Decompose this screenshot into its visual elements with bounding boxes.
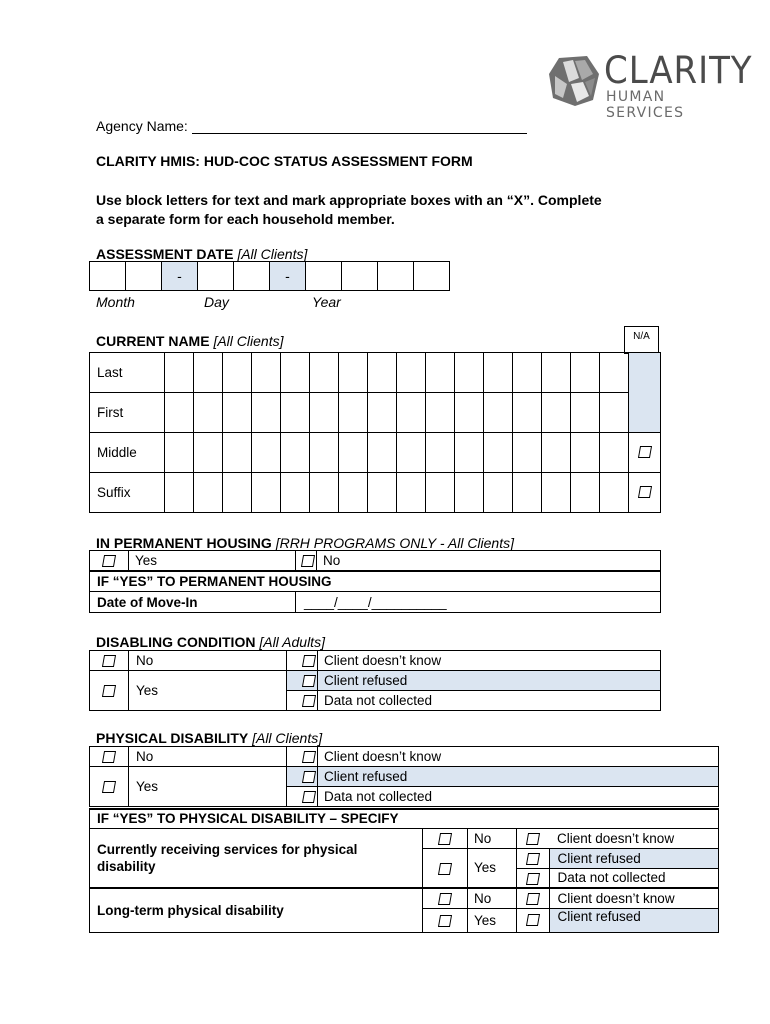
assessment-date-heading bbox=[96, 246, 307, 262]
name-letter-box[interactable] bbox=[600, 393, 629, 433]
year-digit-box[interactable] bbox=[306, 262, 342, 291]
name-letter-box[interactable] bbox=[571, 393, 600, 433]
name-letter-box[interactable] bbox=[513, 353, 542, 393]
na-cell bbox=[629, 433, 661, 473]
name-letter-box[interactable] bbox=[165, 353, 194, 393]
name-letter-box[interactable] bbox=[165, 393, 194, 433]
na-cell bbox=[629, 393, 661, 433]
services-yes-checkbox[interactable] bbox=[438, 863, 452, 875]
na-checkbox[interactable] bbox=[637, 446, 651, 458]
disabling-condition-title: DISABLING CONDITION bbox=[96, 634, 256, 650]
instructions-line-1: Use block letters for text and mark appropriate boxes with an “X”. Complete bbox=[96, 192, 602, 208]
na-cell bbox=[629, 353, 661, 393]
dc-yes-checkbox[interactable] bbox=[102, 685, 116, 697]
name-letter-box[interactable] bbox=[484, 353, 513, 393]
current-name-heading bbox=[96, 333, 283, 349]
name-letter-box[interactable] bbox=[165, 473, 194, 513]
date-separator: - bbox=[162, 262, 198, 291]
form-title: CLARITY HMIS: HUD-COC STATUS ASSESSMENT FORM bbox=[96, 153, 473, 169]
name-letter-box[interactable] bbox=[339, 393, 368, 433]
dc-dk-checkbox[interactable] bbox=[302, 655, 316, 667]
name-letter-box[interactable] bbox=[194, 393, 223, 433]
name-letter-box[interactable] bbox=[455, 473, 484, 513]
pd-if-yes: IF “YES” TO PHYSICAL DISABILITY – SPECIFY bbox=[90, 809, 719, 828]
name-letter-box[interactable] bbox=[223, 393, 252, 433]
year-digit-box[interactable] bbox=[342, 262, 378, 291]
name-letter-box[interactable] bbox=[281, 353, 310, 393]
services-no-label: No bbox=[468, 828, 517, 848]
permanent-housing-title: IN PERMANENT HOUSING bbox=[96, 535, 272, 551]
month-digit-box[interactable] bbox=[90, 262, 126, 291]
services-nc-label: Data not collected bbox=[549, 868, 719, 888]
name-letter-box[interactable] bbox=[571, 433, 600, 473]
name-letter-box[interactable] bbox=[513, 393, 542, 433]
name-letter-box[interactable] bbox=[397, 433, 426, 473]
name-letter-box[interactable] bbox=[513, 473, 542, 513]
name-letter-box[interactable] bbox=[310, 353, 339, 393]
name-letter-box[interactable] bbox=[368, 473, 397, 513]
logo-subtitle: HUMAN SERVICES bbox=[606, 89, 685, 121]
name-row-label: First bbox=[90, 393, 165, 433]
pd-nc-checkbox[interactable] bbox=[302, 791, 316, 803]
pd-yes-label: Yes bbox=[129, 767, 287, 807]
name-letter-box[interactable] bbox=[484, 393, 513, 433]
name-letter-box[interactable] bbox=[368, 353, 397, 393]
name-letter-box[interactable] bbox=[397, 473, 426, 513]
name-letter-box[interactable] bbox=[339, 433, 368, 473]
name-letter-box[interactable] bbox=[310, 473, 339, 513]
name-letter-box[interactable] bbox=[571, 353, 600, 393]
name-letter-box[interactable] bbox=[339, 473, 368, 513]
name-letter-box[interactable] bbox=[397, 393, 426, 433]
current-name-grid bbox=[89, 352, 661, 513]
longterm-refused-label: Client refused bbox=[549, 908, 719, 932]
name-row-label: Suffix bbox=[90, 473, 165, 513]
instructions-line-2: a separate form for each household member. bbox=[96, 211, 395, 227]
day-label: Day bbox=[204, 294, 229, 310]
name-letter-box[interactable] bbox=[252, 393, 281, 433]
dc-dk-label: Client doesn’t know bbox=[318, 651, 661, 671]
dc-no-checkbox[interactable] bbox=[102, 655, 116, 667]
longterm-no-label: No bbox=[468, 888, 517, 908]
name-letter-box[interactable] bbox=[426, 433, 455, 473]
name-row-label: Last bbox=[90, 353, 165, 393]
name-letter-box[interactable] bbox=[397, 353, 426, 393]
current-name-scope: [All Clients] bbox=[213, 333, 284, 349]
na-header: N/A bbox=[624, 326, 659, 354]
physical-disability-heading bbox=[96, 730, 322, 746]
disabling-condition-heading bbox=[96, 634, 325, 650]
name-letter-box[interactable] bbox=[426, 393, 455, 433]
date-separator: - bbox=[270, 262, 306, 291]
assessment-date-title: ASSESSMENT DATE bbox=[96, 246, 234, 262]
name-letter-box[interactable] bbox=[252, 433, 281, 473]
name-letter-box[interactable] bbox=[426, 353, 455, 393]
name-letter-box[interactable] bbox=[455, 393, 484, 433]
assessment-date-scope: [All Clients] bbox=[237, 246, 308, 262]
pd-dk-label: Client doesn’t know bbox=[318, 747, 719, 767]
name-letter-box[interactable] bbox=[223, 433, 252, 473]
day-digit-box[interactable] bbox=[198, 262, 234, 291]
name-letter-box[interactable] bbox=[600, 473, 629, 513]
crystal-icon bbox=[549, 52, 601, 108]
services-refused-checkbox[interactable] bbox=[526, 853, 540, 865]
year-label: Year bbox=[312, 294, 341, 310]
longterm-dk-label: Client doesn’t know bbox=[549, 888, 719, 908]
name-letter-box[interactable] bbox=[310, 393, 339, 433]
instructions bbox=[96, 191, 602, 229]
permanent-housing-table bbox=[89, 550, 661, 613]
housing-yes-label: Yes bbox=[129, 551, 296, 571]
pd-no-label: No bbox=[129, 747, 287, 767]
move-in-field[interactable]: ____/____/__________ bbox=[296, 592, 661, 613]
pd-refused-checkbox[interactable] bbox=[302, 771, 316, 783]
name-letter-box[interactable] bbox=[455, 433, 484, 473]
name-letter-box[interactable] bbox=[223, 473, 252, 513]
clarity-logo bbox=[549, 49, 753, 121]
dc-refused-label: Client refused bbox=[318, 671, 661, 691]
pd-nc-label: Data not collected bbox=[318, 787, 719, 807]
name-letter-box[interactable] bbox=[368, 393, 397, 433]
services-dk-label: Client doesn’t know bbox=[549, 828, 719, 848]
assessment-date-boxes bbox=[89, 261, 450, 291]
name-letter-box[interactable] bbox=[484, 433, 513, 473]
name-row-suffix bbox=[90, 473, 661, 513]
agency-name-label: Agency Name: bbox=[96, 118, 188, 134]
longterm-dk-checkbox[interactable] bbox=[526, 893, 540, 905]
name-letter-box[interactable] bbox=[571, 473, 600, 513]
name-letter-box[interactable] bbox=[368, 433, 397, 473]
name-letter-box[interactable] bbox=[542, 393, 571, 433]
move-in-label: Date of Move-In bbox=[90, 592, 296, 613]
pd-services-line-1: Currently receiving services for physical bbox=[97, 841, 358, 857]
pd-dk-checkbox[interactable] bbox=[302, 751, 316, 763]
name-letter-box[interactable] bbox=[339, 353, 368, 393]
name-letter-box[interactable] bbox=[600, 433, 629, 473]
name-letter-box[interactable] bbox=[310, 433, 339, 473]
longterm-no-checkbox[interactable] bbox=[438, 893, 452, 905]
dc-yes-label: Yes bbox=[129, 671, 287, 711]
name-letter-box[interactable] bbox=[281, 433, 310, 473]
dc-refused-checkbox[interactable] bbox=[302, 675, 316, 687]
pd-refused-label: Client refused bbox=[318, 767, 719, 787]
agency-name-row bbox=[96, 118, 527, 134]
name-letter-box[interactable] bbox=[426, 473, 455, 513]
day-digit-box[interactable] bbox=[234, 262, 270, 291]
na-checkbox[interactable] bbox=[637, 486, 651, 498]
current-name-title: CURRENT NAME bbox=[96, 333, 210, 349]
name-letter-box[interactable] bbox=[281, 473, 310, 513]
year-digit-box[interactable] bbox=[414, 262, 450, 291]
pd-specify-table bbox=[89, 808, 719, 933]
permanent-housing-heading bbox=[96, 535, 514, 551]
month-digit-box[interactable] bbox=[126, 262, 162, 291]
pd-services-label bbox=[90, 828, 423, 888]
name-letter-box[interactable] bbox=[484, 473, 513, 513]
name-letter-box[interactable] bbox=[194, 473, 223, 513]
name-letter-box[interactable] bbox=[252, 353, 281, 393]
name-row-last bbox=[90, 353, 661, 393]
name-letter-box[interactable] bbox=[165, 433, 194, 473]
name-letter-box[interactable] bbox=[223, 353, 252, 393]
disabling-condition-table bbox=[89, 650, 661, 711]
name-letter-box[interactable] bbox=[542, 433, 571, 473]
housing-no-label: No bbox=[317, 551, 661, 571]
logo-word: CLARITY bbox=[604, 49, 753, 92]
services-no-checkbox[interactable] bbox=[438, 833, 452, 845]
dc-no-label: No bbox=[129, 651, 287, 671]
name-letter-box[interactable] bbox=[455, 353, 484, 393]
name-row-first bbox=[90, 393, 661, 433]
month-label: Month bbox=[96, 294, 135, 310]
na-cell bbox=[629, 473, 661, 513]
longterm-yes-checkbox[interactable] bbox=[438, 915, 452, 927]
housing-if-yes: IF “YES” TO PERMANENT HOUSING bbox=[90, 571, 661, 592]
disabling-condition-scope: [All Adults] bbox=[259, 634, 325, 650]
name-letter-box[interactable] bbox=[252, 473, 281, 513]
year-digit-box[interactable] bbox=[378, 262, 414, 291]
services-refused-label: Client refused bbox=[549, 848, 719, 868]
physical-disability-table bbox=[89, 746, 719, 807]
name-letter-box[interactable] bbox=[542, 353, 571, 393]
pd-long-term-label: Long-term physical disability bbox=[90, 888, 423, 932]
name-letter-box[interactable] bbox=[600, 353, 629, 393]
longterm-refused-checkbox[interactable] bbox=[526, 914, 540, 926]
housing-no-checkbox[interactable] bbox=[301, 555, 315, 567]
name-letter-box[interactable] bbox=[281, 393, 310, 433]
dc-nc-checkbox[interactable] bbox=[302, 695, 316, 707]
physical-disability-title: PHYSICAL DISABILITY bbox=[96, 730, 249, 746]
name-letter-box[interactable] bbox=[194, 353, 223, 393]
name-letter-box[interactable] bbox=[542, 473, 571, 513]
services-dk-checkbox[interactable] bbox=[526, 833, 540, 845]
name-letter-box[interactable] bbox=[194, 433, 223, 473]
pd-services-line-2: disability bbox=[97, 858, 156, 874]
name-row-label: Middle bbox=[90, 433, 165, 473]
services-nc-checkbox[interactable] bbox=[526, 873, 540, 885]
agency-name-field[interactable] bbox=[192, 119, 527, 134]
permanent-housing-scope: [RRH PROGRAMS ONLY - All Clients] bbox=[275, 535, 515, 551]
housing-yes-checkbox[interactable] bbox=[102, 555, 116, 567]
pd-no-checkbox[interactable] bbox=[102, 751, 116, 763]
services-yes-label: Yes bbox=[468, 848, 517, 888]
pd-yes-checkbox[interactable] bbox=[102, 781, 116, 793]
physical-disability-scope: [All Clients] bbox=[252, 730, 323, 746]
dc-nc-label: Data not collected bbox=[318, 691, 661, 711]
longterm-yes-label: Yes bbox=[468, 908, 517, 932]
name-letter-box[interactable] bbox=[513, 433, 542, 473]
name-row-middle bbox=[90, 433, 661, 473]
